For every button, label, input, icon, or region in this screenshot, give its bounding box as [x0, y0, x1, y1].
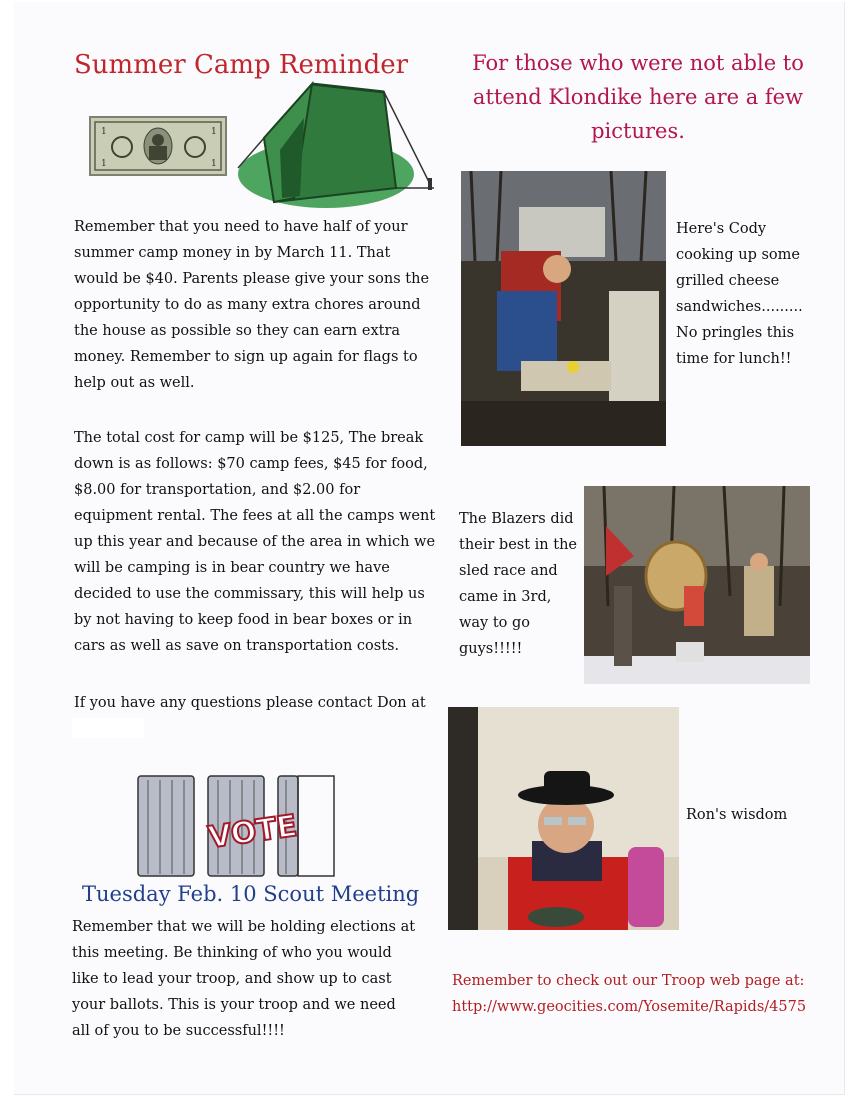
meeting-title: Tuesday Feb. 10 Scout Meeting — [82, 882, 420, 906]
vote-label: VOTE — [206, 808, 300, 856]
camp-cost-paragraph: The total cost for camp will be $125, The break down is as follows: $70 camp fees, $45 for food, $8.00 for transportation, and $2.00 for equipment rental. The fees at all the camps went up this year and because of the area in which we will be camping is in bear country we have decided to use the commissary, this will help us by not having to keep food in bear boxes or in cars as well as save on transportation costs. — [74, 430, 436, 654]
svg-text:1: 1 — [211, 159, 217, 169]
sled-race-photo — [584, 486, 810, 684]
summer-camp-title: Summer Camp Reminder — [74, 50, 409, 80]
tent-image — [234, 78, 444, 214]
cody-caption: Here's Cody cooking up some grilled cheese sandwiches......... No pringles this time for lunch!! — [676, 221, 803, 367]
web-page-note — [452, 968, 812, 1020]
cody-cooking-photo — [461, 171, 666, 446]
ron-photo — [448, 707, 679, 930]
svg-text:1: 1 — [211, 127, 217, 137]
ron-caption: Ron's wisdom — [686, 807, 788, 823]
svg-text:1: 1 — [101, 159, 107, 169]
elections-paragraph: Remember that we will be holding elections at this meeting. Be thinking of who you would like to lead your troop, and show up to cast your ballots. This is your troop and we need all of you to be successful!!!! — [72, 919, 416, 1039]
redacted-phone — [72, 718, 144, 738]
web-page-note-text: Remember to check out our Troop web page at: — [452, 973, 805, 989]
svg-text:1: 1 — [101, 127, 107, 137]
troop-web-url: http://www.geocities.com/Yosemite/Rapids/4575 — [452, 999, 807, 1015]
dollar-bill-image — [89, 116, 227, 176]
vote-booths-image — [134, 770, 338, 880]
camp-money-paragraph: Remember that you need to have half of your summer camp money in by March 11. That would be $40. Parents please give your sons the opportunity to do as many extra chores around the house as possible so they can earn extra money. Remember to sign up again for flags to help out as well. — [74, 219, 430, 391]
blazers-caption: The Blazers did their best in the sled race and came in 3rd, way to go guys!!!!! — [459, 511, 577, 657]
klondike-intro: For those who were not able to attend Klondike here are a few pictures. — [472, 51, 804, 143]
contact-paragraph: If you have any questions please contact Don at — [74, 695, 426, 711]
